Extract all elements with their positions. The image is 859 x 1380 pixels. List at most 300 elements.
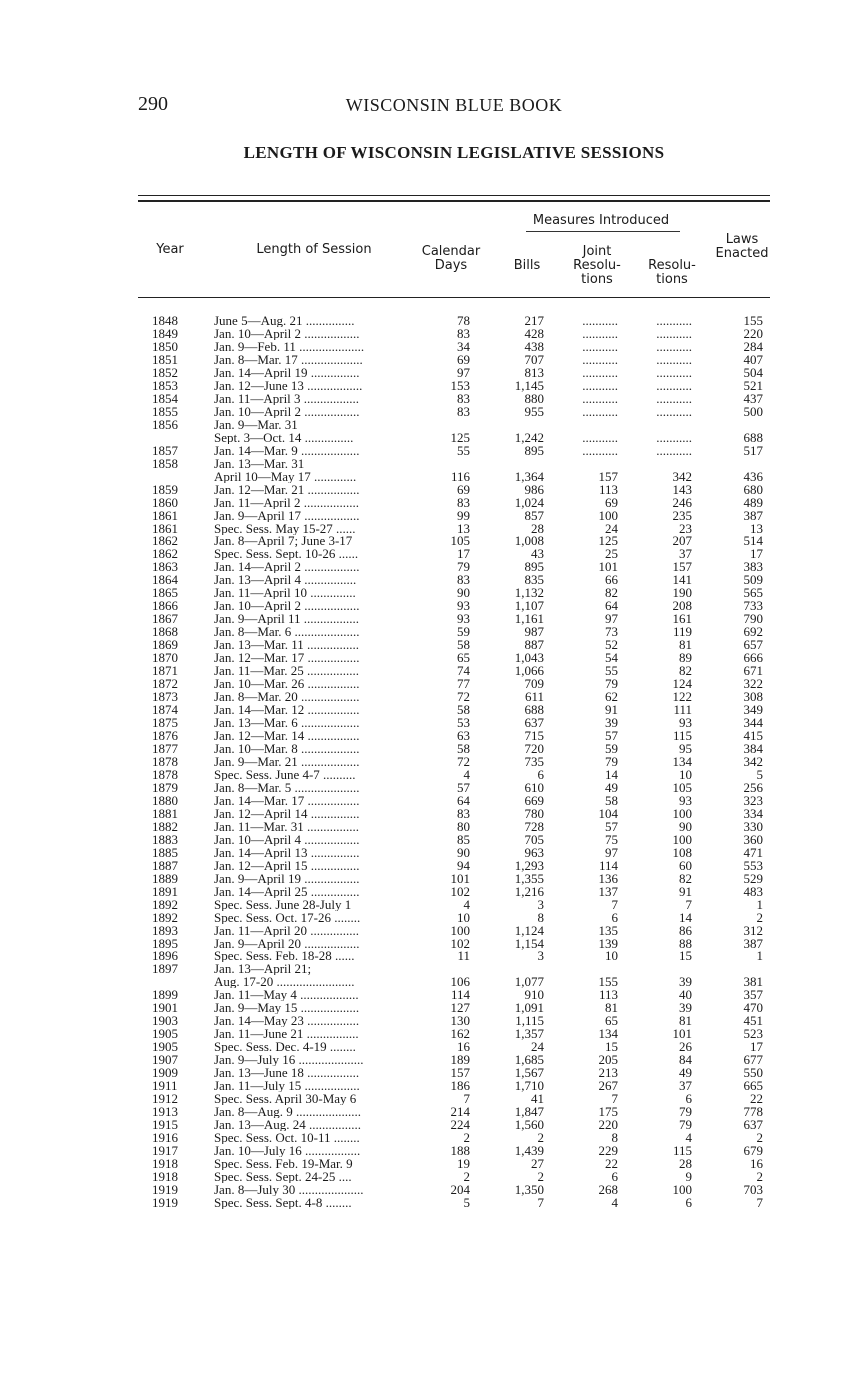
table-row <box>138 1079 770 1092</box>
year-cell: 1918 <box>152 1155 178 1171</box>
resolutions-cell: 101 <box>672 1026 692 1042</box>
bills-cell: 857 <box>524 507 544 523</box>
calendar-days-cell: 90 <box>457 585 470 601</box>
length-of-session-cell: Spec. Sess. April 30-May 6 <box>214 1092 357 1106</box>
calendar-days-cell: 13 <box>457 520 470 536</box>
calendar-days-cell: 17 <box>457 546 470 562</box>
laws-enacted-cell: 550 <box>743 1065 763 1081</box>
joint-resolutions-cell: 97 <box>605 611 618 627</box>
laws-enacted-cell: 330 <box>743 818 763 834</box>
calendar-days-cell: 224 <box>450 1117 470 1133</box>
table-row <box>138 1196 770 1209</box>
resolutions-cell: 91 <box>679 883 692 899</box>
resolutions-cell: 111 <box>673 702 692 718</box>
table-row <box>138 768 770 781</box>
calendar-days-cell: 188 <box>450 1143 470 1158</box>
joint-resolutions-cell: 25 <box>605 546 618 562</box>
year-cell: 1849 <box>152 325 178 341</box>
joint-resolutions-cell: ........... <box>582 338 618 354</box>
joint-resolutions-cell: 22 <box>605 1155 618 1171</box>
table-row <box>138 949 770 962</box>
year-cell: 1861 <box>152 507 178 523</box>
calendar-days-cell: 157 <box>450 1065 470 1081</box>
calendar-days-cell: 55 <box>457 442 470 458</box>
year-cell: 1880 <box>152 792 178 808</box>
length-of-session-cell: Spec. Sess. May 15-27 ...... <box>214 521 356 535</box>
resolutions-cell: ........... <box>656 390 692 406</box>
laws-enacted-cell: 387 <box>743 935 763 951</box>
resolutions-cell: 81 <box>679 637 692 653</box>
joint-resolutions-cell: ........... <box>582 313 618 328</box>
joint-resolutions-cell: 157 <box>598 468 618 484</box>
calendar-days-cell: 83 <box>457 805 470 821</box>
bills-cell: 1,024 <box>514 494 544 510</box>
year-cell: 1877 <box>152 740 178 756</box>
bills-cell: 669 <box>524 792 544 808</box>
year-cell: 1885 <box>152 844 178 860</box>
calendar-days-cell: 162 <box>450 1026 470 1042</box>
length-of-session-cell: Jan. 14—Mar. 9 .................. <box>214 443 360 457</box>
header-year: Year <box>156 242 184 257</box>
header-length-of-session: Length of Session <box>256 242 372 257</box>
laws-enacted-cell: 2 <box>756 909 763 925</box>
table-row <box>138 457 770 470</box>
year-cell: 1857 <box>152 442 178 458</box>
calendar-days-cell: 105 <box>450 533 470 549</box>
laws-enacted-cell: 5 <box>756 766 763 782</box>
bills-cell: 1,077 <box>514 974 544 990</box>
calendar-days-cell: 90 <box>457 844 470 860</box>
length-of-session-cell: Jan. 10—April 2 ................. <box>214 404 360 418</box>
laws-enacted-cell: 360 <box>743 831 763 847</box>
laws-enacted-cell: 790 <box>743 611 763 627</box>
calendar-days-cell: 72 <box>457 753 470 769</box>
resolutions-cell: 95 <box>679 740 692 756</box>
length-of-session-cell: June 5—Aug. 21 ............... <box>214 314 355 327</box>
joint-resolutions-cell: 81 <box>605 1000 618 1016</box>
length-of-session-cell: Jan. 9—Mar. 31 <box>214 417 298 431</box>
bills-cell: 813 <box>524 364 544 380</box>
length-of-session-cell: Jan. 11—May 4 .................. <box>214 988 359 1002</box>
joint-resolutions-cell: 54 <box>605 650 618 666</box>
table-row <box>138 755 770 768</box>
joint-resolutions-cell: 52 <box>605 637 618 653</box>
length-of-session-cell: Aug. 17-20 ........................ <box>214 975 355 989</box>
year-cell: 1883 <box>152 831 178 847</box>
table-row <box>138 353 770 366</box>
calendar-days-cell: 214 <box>450 1104 470 1120</box>
calendar-days-cell: 94 <box>457 857 470 873</box>
resolutions-cell: 49 <box>679 1065 692 1081</box>
table-row <box>138 534 770 547</box>
length-of-session-cell: Jan. 11—Mar. 25 ................ <box>214 664 360 678</box>
table-row <box>138 833 770 846</box>
resolutions-cell: 82 <box>679 870 692 886</box>
calendar-days-cell: 83 <box>457 572 470 588</box>
bills-cell: 611 <box>524 689 544 705</box>
joint-resolutions-cell: 155 <box>598 974 618 990</box>
length-of-session-cell: Jan. 14—April 13 ............... <box>214 845 360 859</box>
bills-cell: 986 <box>524 481 544 497</box>
calendar-days-cell: 4 <box>463 766 470 782</box>
length-of-session-cell: Jan. 9—May 15 .................. <box>214 1001 360 1015</box>
bills-cell: 1,043 <box>514 650 544 666</box>
resolutions-cell: ........... <box>656 429 692 445</box>
year-cell: 1875 <box>152 715 178 731</box>
year-cell: 1862 <box>152 546 178 562</box>
laws-enacted-cell: 2 <box>756 1130 763 1146</box>
joint-resolutions-cell: ........... <box>582 325 618 341</box>
calendar-days-cell: 63 <box>457 728 470 743</box>
laws-enacted-cell: 504 <box>743 364 763 380</box>
year-cell: 1863 <box>152 559 178 575</box>
bills-cell: 705 <box>524 831 544 847</box>
resolutions-cell: 208 <box>672 598 692 614</box>
table-row <box>138 885 770 898</box>
resolutions-cell: 7 <box>685 896 692 912</box>
measures-group-rule <box>526 231 680 232</box>
length-of-session-cell: Jan. 13—April 21; <box>214 962 312 976</box>
laws-enacted-cell: 509 <box>743 572 763 588</box>
calendar-days-cell: 80 <box>457 818 470 834</box>
length-of-session-cell: Jan. 9—Feb. 11 .................... <box>214 339 365 353</box>
year-cell: 1858 <box>152 455 178 471</box>
bills-cell: 707 <box>524 351 544 367</box>
joint-resolutions-cell: 14 <box>605 766 618 782</box>
joint-resolutions-cell: 75 <box>605 831 618 847</box>
bills-cell: 428 <box>524 325 544 341</box>
laws-enacted-cell: 381 <box>743 974 763 990</box>
calendar-days-cell: 57 <box>457 779 470 795</box>
resolutions-cell: ........... <box>656 313 692 328</box>
year-cell: 1918 <box>152 1168 178 1184</box>
bills-cell: 41 <box>531 1091 544 1107</box>
bills-cell: 1,685 <box>514 1052 544 1068</box>
laws-enacted-cell: 500 <box>743 403 763 419</box>
length-of-session-cell: Spec. Sess. Sept. 4-8 ........ <box>214 1195 352 1209</box>
bills-cell: 24 <box>531 1039 544 1055</box>
table-row <box>138 846 770 859</box>
table-row <box>138 1144 770 1157</box>
resolutions-cell: 9 <box>685 1168 692 1184</box>
length-of-session-cell: April 10—May 17 ............. <box>214 469 357 483</box>
bills-cell: 895 <box>524 559 544 575</box>
joint-resolutions-cell: 91 <box>605 702 618 718</box>
bills-cell: 1,008 <box>514 533 544 549</box>
table-row <box>138 807 770 820</box>
laws-enacted-cell: 22 <box>750 1091 763 1107</box>
joint-resolutions-cell: 134 <box>598 1026 618 1042</box>
resolutions-cell: 108 <box>672 844 692 860</box>
bills-cell: 1,066 <box>514 663 544 679</box>
resolutions-cell: 134 <box>672 753 692 769</box>
bills-cell: 6 <box>537 766 544 782</box>
calendar-days-cell: 5 <box>463 1194 470 1210</box>
joint-resolutions-cell: 268 <box>598 1181 618 1197</box>
length-of-session-cell: Jan. 8—July 30 .................... <box>214 1182 364 1196</box>
resolutions-cell: 28 <box>679 1155 692 1171</box>
calendar-days-cell: 116 <box>450 468 470 484</box>
table-row <box>138 651 770 664</box>
bills-cell: 1,154 <box>514 935 544 951</box>
laws-enacted-cell: 349 <box>743 702 763 718</box>
joint-resolutions-cell: 6 <box>611 1168 618 1184</box>
calendar-days-cell: 53 <box>457 715 470 731</box>
joint-resolutions-cell: 101 <box>598 559 618 575</box>
header-laws-enacted: Laws Enacted <box>715 232 769 261</box>
resolutions-cell: 37 <box>679 1078 692 1094</box>
table-row <box>138 1157 770 1170</box>
joint-resolutions-cell: 62 <box>605 689 618 705</box>
table-row <box>138 444 770 457</box>
laws-enacted-cell: 679 <box>743 1143 763 1158</box>
laws-enacted-cell: 665 <box>743 1078 763 1094</box>
year-cell: 1907 <box>152 1052 178 1068</box>
calendar-days-cell: 102 <box>450 935 470 951</box>
length-of-session-cell: Jan. 12—April 14 ............... <box>214 806 360 820</box>
laws-enacted-cell: 470 <box>743 1000 763 1016</box>
resolutions-cell: 14 <box>679 909 692 925</box>
calendar-days-cell: 64 <box>457 792 470 808</box>
calendar-days-cell: 83 <box>457 494 470 510</box>
bills-cell: 28 <box>531 520 544 536</box>
year-cell: 1871 <box>152 663 178 679</box>
calendar-days-cell: 59 <box>457 624 470 640</box>
joint-resolutions-cell: 39 <box>605 715 618 731</box>
length-of-session-cell: Jan. 13—Mar. 6 .................. <box>214 716 360 730</box>
length-of-session-cell: Spec. Sess. Sept. 10-26 ...... <box>214 547 359 561</box>
table-row <box>138 366 770 379</box>
length-of-session-cell: Jan. 14—April 25 ............... <box>214 884 360 898</box>
laws-enacted-cell: 677 <box>743 1052 763 1068</box>
length-of-session-cell: Spec. Sess. June 28-July 1 <box>214 897 352 911</box>
laws-enacted-cell: 384 <box>743 740 763 756</box>
laws-enacted-cell: 334 <box>743 805 763 821</box>
year-cell: 1865 <box>152 585 178 601</box>
joint-resolutions-cell: 4 <box>611 1194 618 1210</box>
joint-resolutions-cell: 113 <box>598 987 618 1003</box>
length-of-session-cell: Jan. 10—Mar. 8 .................. <box>214 741 360 755</box>
year-cell: 1887 <box>152 857 178 873</box>
joint-resolutions-cell: 73 <box>605 624 618 640</box>
bills-cell: 709 <box>524 676 544 692</box>
bills-cell: 1,710 <box>514 1078 544 1094</box>
laws-enacted-cell: 471 <box>743 844 763 860</box>
laws-enacted-cell: 342 <box>743 753 763 769</box>
joint-resolutions-cell: 229 <box>598 1143 618 1158</box>
calendar-days-cell: 34 <box>457 338 470 354</box>
table-row <box>138 924 770 937</box>
calendar-days-cell: 130 <box>450 1013 470 1029</box>
resolutions-cell: 79 <box>679 1104 692 1120</box>
table-row <box>138 742 770 755</box>
bills-cell: 610 <box>524 779 544 795</box>
page-header <box>138 93 770 121</box>
calendar-days-cell: 100 <box>450 922 470 938</box>
calendar-days-cell: 83 <box>457 403 470 419</box>
length-of-session-cell: Jan. 13—Mar. 31 <box>214 456 305 470</box>
table-row <box>138 1183 770 1196</box>
calendar-days-cell: 83 <box>457 325 470 341</box>
year-cell: 1915 <box>152 1117 178 1133</box>
bills-cell: 43 <box>531 546 544 562</box>
joint-resolutions-cell: 220 <box>598 1117 618 1133</box>
bills-cell: 735 <box>524 753 544 769</box>
bills-cell: 910 <box>524 987 544 1003</box>
table-row <box>138 340 770 353</box>
calendar-days-cell: 65 <box>457 650 470 666</box>
year-cell: 1852 <box>152 364 178 380</box>
length-of-session-cell: Jan. 11—June 21 ................ <box>214 1027 359 1041</box>
calendar-days-cell: 2 <box>463 1168 470 1184</box>
length-of-session-cell: Jan. 12—April 15 ............... <box>214 858 360 872</box>
year-cell: 1899 <box>152 987 178 1003</box>
resolutions-cell: ........... <box>656 364 692 380</box>
joint-resolutions-cell: 100 <box>598 507 618 523</box>
laws-enacted-cell: 680 <box>743 481 763 497</box>
joint-resolutions-cell: 24 <box>605 520 618 536</box>
resolutions-cell: 90 <box>679 818 692 834</box>
laws-enacted-cell: 308 <box>743 689 763 705</box>
table-row <box>138 703 770 716</box>
resolutions-cell: ........... <box>656 442 692 458</box>
laws-enacted-cell: 322 <box>743 676 763 692</box>
year-cell: 1917 <box>152 1143 178 1158</box>
length-of-session-cell: Jan. 12—June 13 ................. <box>214 378 363 392</box>
table-row <box>138 431 770 444</box>
resolutions-cell: 141 <box>672 572 692 588</box>
table-row <box>138 898 770 911</box>
resolutions-cell: 6 <box>685 1091 692 1107</box>
resolutions-cell: 86 <box>679 922 692 938</box>
year-cell: 1896 <box>152 948 178 964</box>
calendar-days-cell: 102 <box>450 883 470 899</box>
year-cell: 1864 <box>152 572 178 588</box>
length-of-session-cell: Jan. 11—April 10 .............. <box>214 586 356 600</box>
year-cell: 1913 <box>152 1104 178 1120</box>
year-cell: 1881 <box>152 805 178 821</box>
resolutions-cell: 82 <box>679 663 692 679</box>
calendar-days-cell: 11 <box>457 948 470 964</box>
joint-resolutions-cell: 65 <box>605 1013 618 1029</box>
year-cell: 1891 <box>152 883 178 899</box>
length-of-session-cell: Jan. 12—Mar. 14 ................ <box>214 729 360 742</box>
bills-cell: 1,355 <box>514 870 544 886</box>
table-row <box>138 1027 770 1040</box>
table-row <box>138 638 770 651</box>
calendar-days-cell: 204 <box>450 1181 470 1197</box>
length-of-session-cell: Jan. 14—April 2 ................. <box>214 560 360 574</box>
header-bills: Bills <box>513 258 541 273</box>
joint-resolutions-cell: 97 <box>605 844 618 860</box>
laws-enacted-cell: 523 <box>743 1026 763 1042</box>
joint-resolutions-cell: ........... <box>582 364 618 380</box>
resolutions-cell: 39 <box>679 1000 692 1016</box>
year-cell: 1892 <box>152 909 178 925</box>
resolutions-cell: ........... <box>656 325 692 341</box>
calendar-days-cell: 16 <box>457 1039 470 1055</box>
resolutions-cell: 4 <box>685 1130 692 1146</box>
calendar-days-cell: 189 <box>450 1052 470 1068</box>
calendar-days-cell: 19 <box>457 1155 470 1171</box>
length-of-session-cell: Jan. 13—Mar. 11 ................ <box>214 638 360 652</box>
laws-enacted-cell: 387 <box>743 507 763 523</box>
length-of-session-cell: Jan. 13—Aug. 24 ................ <box>214 1118 361 1132</box>
year-cell: 1867 <box>152 611 178 627</box>
year-cell: 1870 <box>152 650 178 666</box>
calendar-days-cell: 74 <box>457 663 470 679</box>
resolutions-cell: 161 <box>672 611 692 627</box>
calendar-days-cell: 4 <box>463 896 470 912</box>
table-row <box>138 392 770 405</box>
calendar-days-cell: 2 <box>463 1130 470 1146</box>
laws-enacted-cell: 529 <box>743 870 763 886</box>
calendar-days-cell: 58 <box>457 637 470 653</box>
resolutions-cell: 100 <box>672 831 692 847</box>
length-of-session-cell: Spec. Sess. June 4-7 .......... <box>214 767 356 781</box>
resolutions-cell: ........... <box>656 403 692 419</box>
table-row <box>138 911 770 924</box>
laws-enacted-cell: 489 <box>743 494 763 510</box>
bills-cell: 780 <box>524 805 544 821</box>
bills-cell: 1,439 <box>514 1143 544 1158</box>
calendar-days-cell: 58 <box>457 702 470 718</box>
joint-resolutions-cell: 82 <box>605 585 618 601</box>
length-of-session-cell: Jan. 14—April 19 ............... <box>214 365 360 379</box>
resolutions-cell: 81 <box>679 1013 692 1029</box>
length-of-session-cell: Jan. 8—Mar. 20 .................. <box>214 690 360 704</box>
laws-enacted-cell: 637 <box>743 1117 763 1133</box>
length-of-session-cell: Jan. 10—April 2 ................. <box>214 599 360 613</box>
sessions-table-body <box>138 314 770 1209</box>
year-cell: 1916 <box>152 1130 178 1146</box>
length-of-session-cell: Spec. Sess. Dec. 4-19 ........ <box>214 1040 356 1054</box>
table-row <box>138 625 770 638</box>
resolutions-cell: 26 <box>679 1039 692 1055</box>
resolutions-cell: ........... <box>656 351 692 367</box>
joint-resolutions-cell: 55 <box>605 663 618 679</box>
bills-cell: 895 <box>524 442 544 458</box>
length-of-session-cell: Jan. 8—Aug. 9 .................... <box>214 1105 361 1119</box>
year-cell: 1876 <box>152 728 178 743</box>
laws-enacted-cell: 13 <box>750 520 763 536</box>
bills-cell: 963 <box>524 844 544 860</box>
bills-cell: 1,242 <box>514 429 544 445</box>
joint-resolutions-cell: 104 <box>598 805 618 821</box>
joint-resolutions-cell: 114 <box>598 857 618 873</box>
bills-cell: 27 <box>531 1155 544 1171</box>
bills-cell: 880 <box>524 390 544 406</box>
resolutions-cell: 10 <box>679 766 692 782</box>
length-of-session-cell: Jan. 10—July 16 ................. <box>214 1144 361 1157</box>
laws-enacted-cell: 17 <box>750 546 763 562</box>
bills-cell: 3 <box>537 896 544 912</box>
calendar-days-cell: 99 <box>457 507 470 523</box>
year-cell: 1901 <box>152 1000 178 1016</box>
calendar-days-cell: 106 <box>450 974 470 990</box>
joint-resolutions-cell: 69 <box>605 494 618 510</box>
year-cell: 1893 <box>152 922 178 938</box>
bills-cell: 1,216 <box>514 883 544 899</box>
resolutions-cell: 246 <box>672 494 692 510</box>
laws-enacted-cell: 688 <box>743 429 763 445</box>
resolutions-cell: 89 <box>679 650 692 666</box>
laws-enacted-cell: 2 <box>756 1168 763 1184</box>
year-cell: 1861 <box>152 520 178 536</box>
table-row <box>138 872 770 885</box>
resolutions-cell: 115 <box>672 1143 692 1158</box>
laws-enacted-cell: 312 <box>743 922 763 938</box>
